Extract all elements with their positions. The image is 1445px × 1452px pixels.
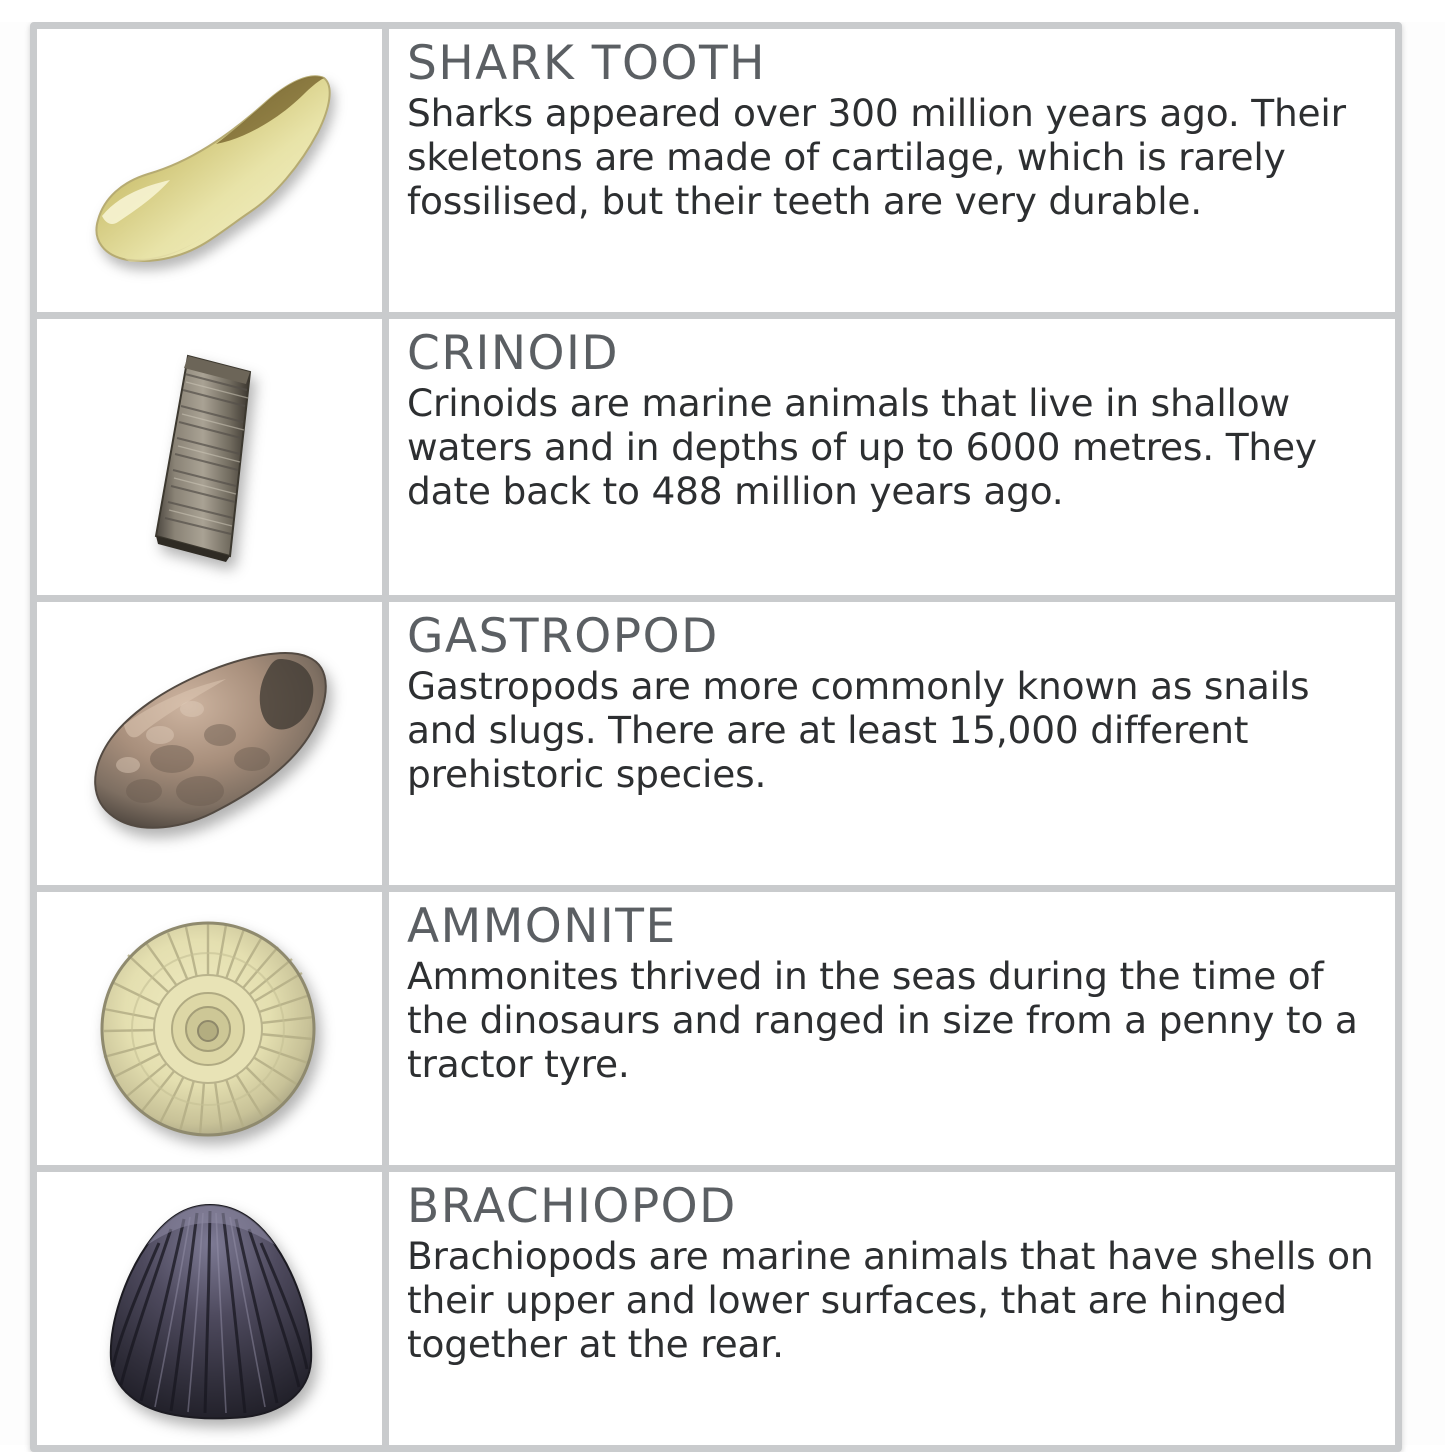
description-cell [389,1172,1395,1445]
specimen-cell [37,892,389,1165]
table-row [37,1172,1395,1445]
fossil-description: Crinoids are marine animals that live in shallow waters and in depths of up to 6000 metres. They date back to 488 million years ago. [407,381,1317,514]
gastropod-specimen [60,629,360,859]
fossil-table [30,22,1402,1452]
table-row [37,602,1395,892]
fossil-description: Brachiopods are marine animals that have shells on their upper and lower surfaces, that are hinged together at the rear. [407,1234,1374,1367]
specimen-cell [37,602,389,885]
table-row [37,29,1395,319]
description-cell [389,29,1395,312]
fossil-description: Ammonites thrived in the seas during the time of the dinosaurs and ranged in size from a penny to a tractor tyre. [407,954,1358,1087]
description-cell [389,602,1395,885]
fossil-name: GASTROPOD [407,609,719,664]
specimen-cell [37,1172,389,1445]
page-top-margin [0,0,1445,22]
fossil-name: BRACHIOPOD [407,1179,737,1234]
ammonite-specimen [80,911,340,1146]
fossil-name: AMMONITE [407,899,677,954]
specimen-cell [37,29,389,312]
crinoid-specimen [80,342,340,572]
shark-tooth-specimen [60,56,360,286]
fossil-name: CRINOID [407,326,620,381]
description-cell [389,319,1395,595]
fossil-description: Sharks appeared over 300 million years ago. Their skeletons are made of cartilage, which is rarely fossilised, but their teeth are very durable. [407,91,1346,224]
specimen-cell [37,319,389,595]
fossil-description: Gastropods are more commonly known as snails and slugs. There are at least 15,000 different prehistoric species. [407,664,1310,797]
table-row [37,892,1395,1172]
fossil-name: SHARK TOOTH [407,36,766,91]
table-row [37,319,1395,602]
description-cell [389,892,1395,1165]
brachiopod-specimen [75,1191,345,1426]
